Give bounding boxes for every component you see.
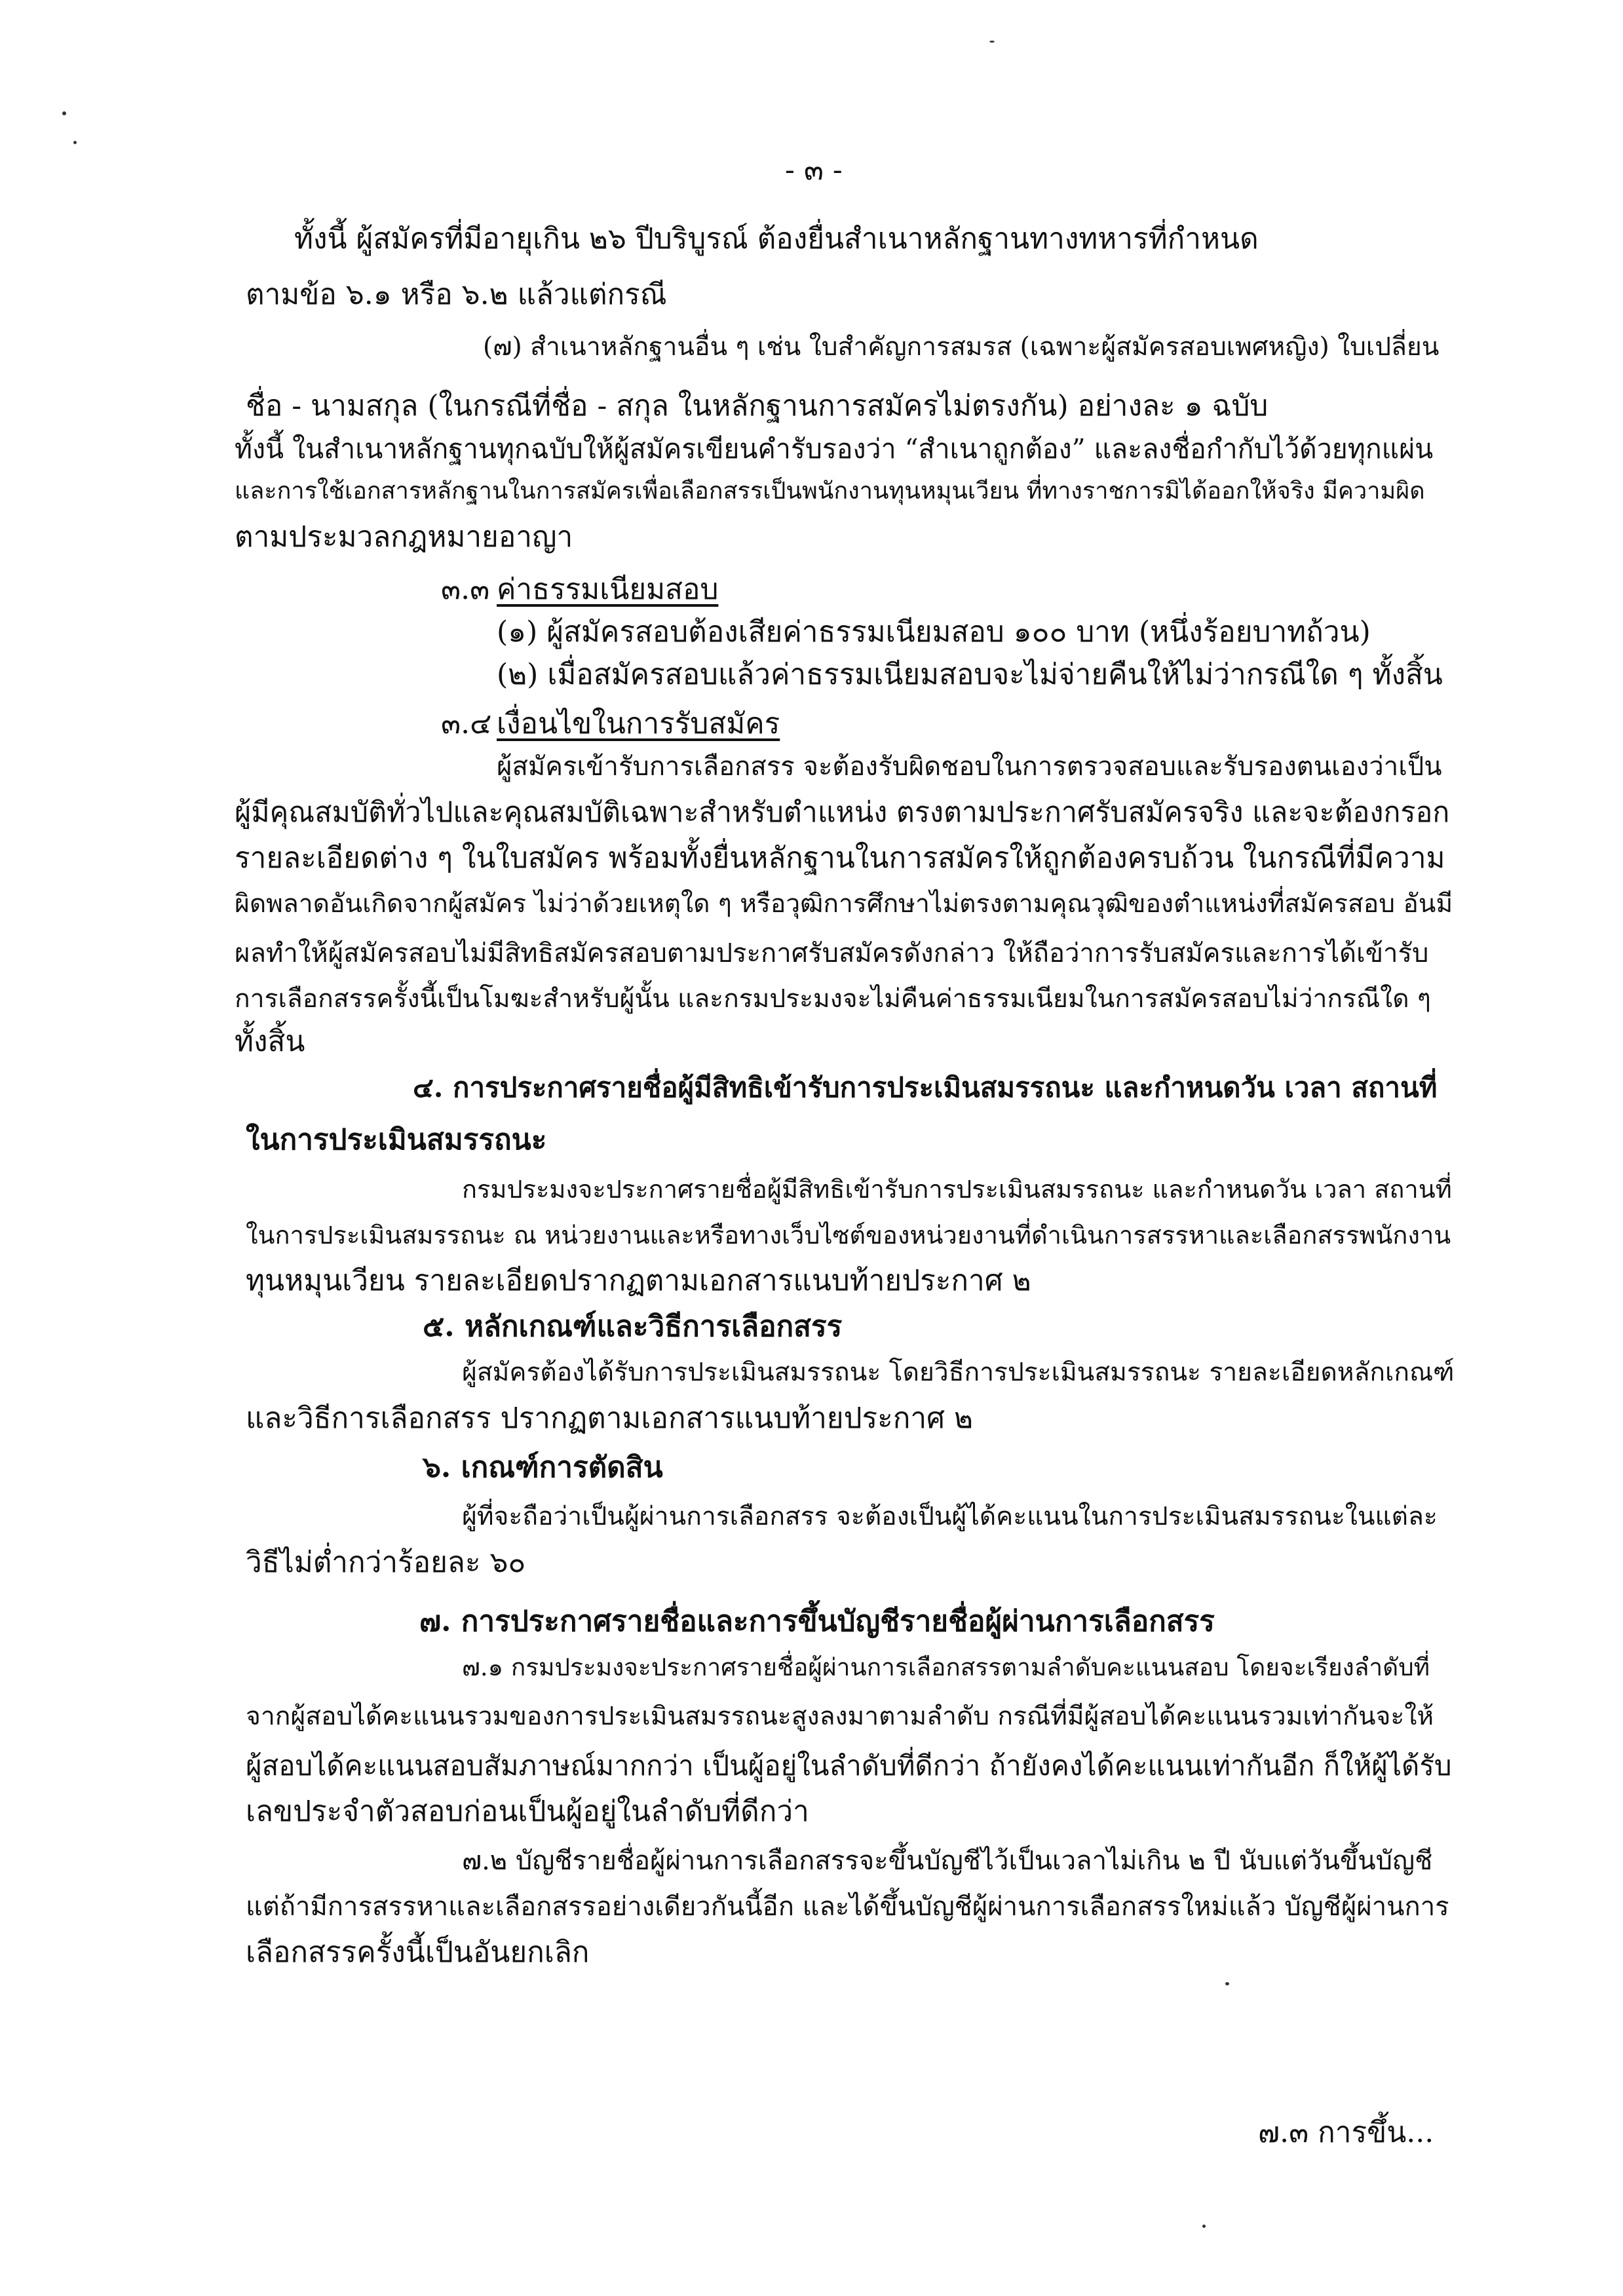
paragraph-line: ผู้สมัครเข้ารับการเลือกสรร จะต้องรับผิดชอบในการตรวจสอบและรับรองตนเองว่าเป็น	[497, 752, 1442, 782]
paragraph-line: เลขประจำตัวสอบก่อนเป็นผู้อยู่ในลำดับที่ดีกว่า	[246, 1795, 809, 1828]
section-4-heading-cont: ในการประเมินสมรรถนะ	[246, 1123, 547, 1157]
continuation-footer: ๗.๓ การขึ้น...	[1258, 2116, 1434, 2149]
section-3-4-number: ๓.๔	[441, 707, 492, 740]
scan-speck	[1202, 2225, 1206, 2228]
paragraph-line: ตามประมวลกฎหมายอาญา	[235, 520, 573, 554]
paragraph-line: ทั้งนี้ ผู้สมัครที่มีอายุเกิน ๒๖ ปีบริบูรณ์ ต้องยื่นสำเนาหลักฐานทางทหารที่กำหนด	[294, 222, 1259, 256]
scan-speck	[62, 111, 66, 115]
page-number: - ๓ -	[785, 153, 843, 187]
paragraph-line: ชื่อ - นามสกุล (ในกรณีที่ชื่อ - สกุล ในหลักฐานการสมัครไม่ตรงกัน) อย่างละ ๑ ฉบับ	[246, 389, 1269, 423]
section-6-heading: ๖. เกณฑ์การตัดสิน	[423, 1451, 663, 1484]
paragraph-line: ทั้งนี้ ในสำเนาหลักฐานทุกฉบับให้ผู้สมัครเขียนคำรับรองว่า “สำเนาถูกต้อง” และลงชื่อกำกับไว้ด้วยทุกแผ่น	[235, 433, 1434, 465]
paragraph-line: ผู้สอบได้คะแนนสอบสัมภาษณ์มากกว่า เป็นผู้อยู่ในลำดับที่ดีกว่า ถ้ายังคงได้คะแนนเท่ากันอีก ก็ให้ผู้ได้รับ	[246, 1750, 1452, 1782]
scan-speck	[1225, 1982, 1229, 1985]
paragraph-line: ๗.๒ บัญชีรายชื่อผู้ผ่านการเลือกสรรจะขึ้นบัญชีไว้เป็นเวลาไม่เกิน ๒ ปี นับแต่วันขึ้นบัญชี	[462, 1846, 1433, 1876]
section-7-heading: ๗. การประกาศรายชื่อและการขึ้นบัญชีรายชื่อผู้ผ่านการเลือกสรร	[419, 1605, 1215, 1638]
scan-speck	[989, 41, 995, 43]
section-4-heading: ๔. การประกาศรายชื่อผู้มีสิทธิเข้ารับการประเมินสมรรถนะ และกำหนดวัน เวลา สถานที่	[413, 1071, 1438, 1103]
section-3-4-title: เงื่อนไขในการรับสมัคร	[497, 707, 780, 740]
section-3-3-title: ค่าธรรมเนียมสอบ	[497, 573, 719, 606]
paragraph-line: รายละเอียดต่าง ๆ ในใบสมัคร พร้อมทั้งยื่นหลักฐานในการสมัครให้ถูกต้องครบถ้วน ในกรณีที่มีความ	[235, 841, 1445, 875]
paragraph-line: เลือกสรรครั้งนี้เป็นอันยกเลิก	[246, 1936, 590, 1969]
paragraph-line: กรมประมงจะประกาศรายชื่อผู้มีสิทธิเข้ารับการประเมินสมรรถนะ และกำหนดวัน เวลา สถานที่	[462, 1175, 1452, 1204]
paragraph-line: และวิธีการเลือกสรร ปรากฏตามเอกสารแนบท้ายประกาศ ๒	[246, 1402, 974, 1435]
paragraph-line: ผู้สมัครต้องได้รับการประเมินสมรรถนะ โดยวิธีการประเมินสมรรถนะ รายละเอียดหลักเกณฑ์	[462, 1358, 1455, 1387]
paragraph-line: (๒) เมื่อสมัครสอบแล้วค่าธรรมเนียมสอบจะไม่จ่ายคืนให้ไม่ว่ากรณีใด ๆ ทั้งสิ้น	[497, 658, 1443, 691]
paragraph-line: ผิดพลาดอันเกิดจากผู้สมัคร ไม่ว่าด้วยเหตุใด ๆ หรือวุฒิการศึกษาไม่ตรงตามคุณวุฒิของตำแหน่งที่สมัครสอบ อันมี	[235, 889, 1453, 919]
paragraph-line: ทั้งสิ้น	[235, 1025, 305, 1058]
paragraph-line: ผู้ที่จะถือว่าเป็นผู้ผ่านการเลือกสรร จะต้องเป็นผู้ได้คะแนนในการประเมินสมรรถนะในแต่ละ	[462, 1502, 1438, 1531]
paragraph-line: แต่ถ้ามีการสรรหาและเลือกสรรอย่างเดียวกันนี้อีก และได้ขึ้นบัญชีผู้ผ่านการเลือกสรรใหม่แล้ว บัญชีผู้ผ่านการ	[246, 1892, 1449, 1922]
paragraph-line: และการใช้เอกสารหลักฐานในการสมัครเพื่อเลือกสรรเป็นพนักงานทุนหมุนเวียน ที่ทางราชการมิได้ออกให้จริง มีความผิด	[235, 478, 1425, 505]
paragraph-line: ผลทำให้ผู้สมัครสอบไม่มีสิทธิสมัครสอบตามประกาศรับสมัครดังกล่าว ให้ถือว่าการรับสมัครและการได้เข้ารับ	[235, 938, 1429, 968]
paragraph-line: ๗.๑ กรมประมงจะประกาศรายชื่อผู้ผ่านการเลือกสรรตามลำดับคะแนนสอบ โดยจะเรียงลำดับที่	[462, 1653, 1430, 1681]
paragraph-line: (๗) สำเนาหลักฐานอื่น ๆ เช่น ใบสำคัญการสมรส (เฉพาะผู้สมัครสอบเพศหญิง) ใบเปลี่ยน	[483, 332, 1440, 362]
paragraph-line: การเลือกสรรครั้งนี้เป็นโมฆะสำหรับผู้นั้น และกรมประมงจะไม่คืนค่าธรรมเนียมในการสมัครสอบไม่ว่ากรณีใด ๆ	[235, 984, 1431, 1014]
paragraph-line: (๑) ผู้สมัครสอบต้องเสียค่าธรรมเนียมสอบ ๑๐๐ บาท (หนึ่งร้อยบาทถ้วน)	[497, 615, 1371, 649]
paragraph-line: จากผู้สอบได้คะแนนรวมของการประเมินสมรรถนะสูงลงมาตามลำดับ กรณีที่มีผู้สอบได้คะแนนรวมเท่ากันจะให้	[246, 1702, 1434, 1731]
section-3-3-number: ๓.๓	[441, 573, 490, 606]
paragraph-line: ในการประเมินสมรรถนะ ณ หน่วยงานและหรือทางเว็บไซต์ของหน่วยงานที่ดำเนินการสรรหาและเลือกสรรพนักงาน	[246, 1221, 1451, 1250]
paragraph-line: ตามข้อ ๖.๑ หรือ ๖.๒ แล้วแต่กรณี	[246, 278, 667, 311]
scan-speck	[73, 141, 77, 144]
paragraph-line: ทุนหมุนเวียน รายละเอียดปรากฏตามเอกสารแนบท้ายประกาศ ๒	[246, 1264, 1031, 1297]
paragraph-line: วิธีไม่ต่ำกว่าร้อยละ ๖๐	[246, 1546, 526, 1579]
paragraph-line: ผู้มีคุณสมบัติทั่วไปและคุณสมบัติเฉพาะสำหรับตำแหน่ง ตรงตามประกาศรับสมัครจริง และจะต้องกรอก	[235, 796, 1450, 829]
section-5-heading: ๕. หลักเกณฑ์และวิธีการเลือกสรร	[423, 1310, 843, 1343]
